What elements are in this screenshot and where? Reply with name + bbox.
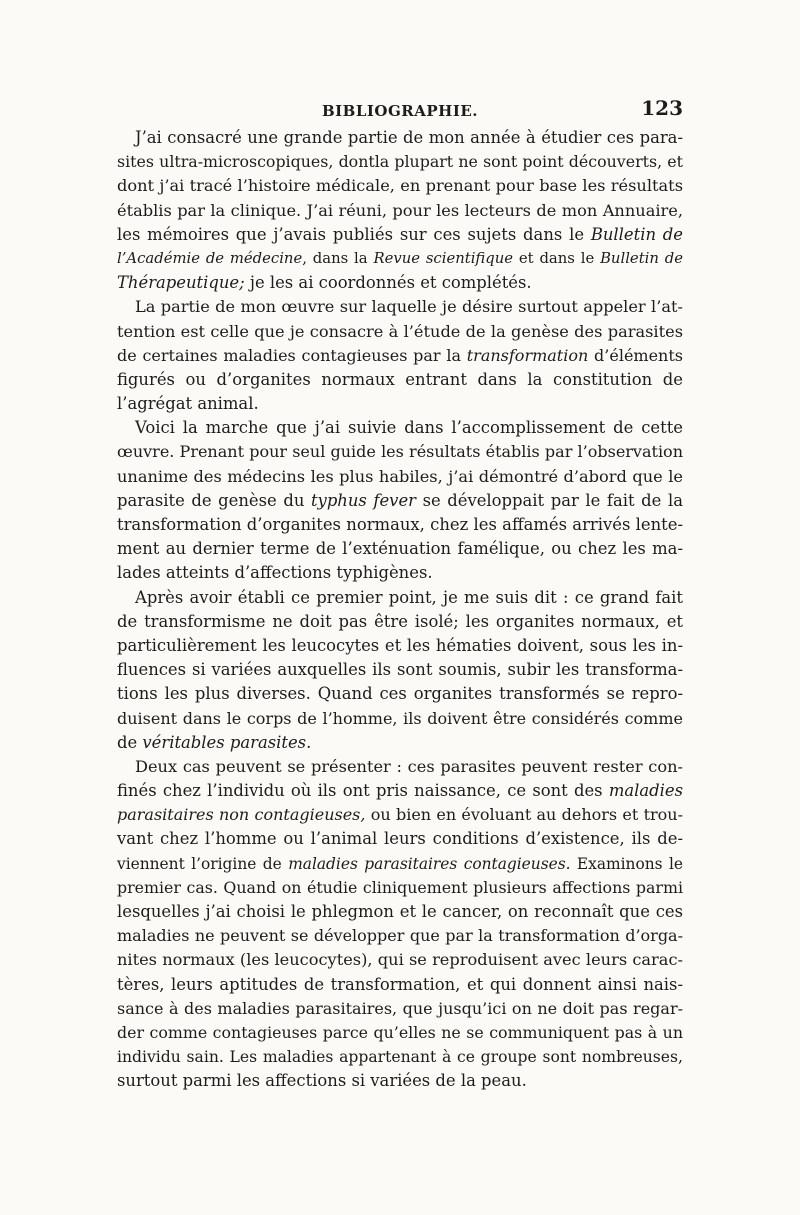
line-text: J’ai consacré une grande partie de mon année à étudier ces para-: [135, 128, 683, 147]
line-text: Voici la marche que j’ai suivie dans l’accomplissement de cette: [135, 418, 683, 438]
text-line: [117, 174, 683, 198]
italic-text: Bulletin de: [600, 249, 683, 267]
text-line: [117, 827, 683, 851]
line-text: transformation d’organites normaux, chez les affamés arrivés lente-: [117, 515, 683, 534]
text-line: [117, 658, 683, 682]
text-line: [117, 247, 683, 271]
line-text: particulièrement les leucocytes et les hématies doivent, sous les in-: [117, 635, 683, 655]
page-header: [117, 96, 683, 124]
line-text: établis par la clinique. J’ai réuni, pour les lecteurs de mon Annuaire,: [117, 200, 683, 220]
text-line: [117, 682, 683, 706]
line-text: de: [117, 732, 143, 752]
line-text: sance à des maladies parasitaires, que jusqu’ici on ne doit pas regar-: [117, 998, 683, 1018]
text-line: [117, 586, 683, 610]
line-text: fluences si variées auxquelles ils sont soumis, subir les transforma-: [117, 660, 683, 680]
line-text: de transformisme ne doit pas être isolé; les organites normaux, et: [117, 611, 683, 631]
line-text: finés chez l’individu où ils ont pris naissance, ce sont des: [117, 781, 609, 801]
italic-text: typhus fever: [310, 490, 416, 510]
running-title: BIBLIOGRAPHIE.: [321, 102, 479, 120]
italic-text: l’Académie de médecine: [117, 249, 303, 267]
text-line: [117, 537, 683, 561]
italic-text: Bulletin de: [590, 224, 683, 244]
line-text: duisent dans le corps de l’homme, ils doivent être considérés comme: [117, 708, 683, 728]
page-number: 123: [641, 96, 683, 120]
line-text: tention est celle que je consacre à l’étude de la genèse des parasites: [117, 321, 683, 341]
line-text: tères, leurs aptitudes de transformation, et qui donnent ainsi nais-: [117, 974, 683, 994]
text-line: [117, 392, 683, 416]
line-text: premier cas. Quand on étudie cliniquement plusieurs affections parmi: [117, 877, 683, 897]
text-line: [117, 465, 683, 489]
text-line: [117, 876, 683, 900]
line-text: Examinons le: [570, 854, 683, 873]
line-text: parasite de genèse du: [117, 490, 311, 510]
line-text: maladies ne peuvent se développer que par la transformation d’orga-: [117, 926, 683, 946]
line-text: de certaines maladies contagieuses par la: [117, 345, 467, 365]
text-line: [117, 513, 683, 537]
line-text: lades atteints d’affections typhigènes.: [117, 563, 433, 583]
text-line: [117, 561, 683, 585]
line-text: dont j’ai tracé l’histoire médicale, en prenant pour base les résultats: [117, 176, 683, 196]
text-line: [117, 852, 683, 876]
text-line: [117, 948, 683, 972]
text-line: [117, 440, 683, 464]
line-text: individu sain. Les maladies appartenant à ce groupe sont nombreuses,: [117, 1048, 683, 1067]
line-text: La partie de mon œuvre sur laquelle je désire surtout appeler l’at-: [135, 297, 683, 317]
line-text: ou bien en évoluant au dehors et trou-: [365, 805, 683, 825]
italic-text: transformation: [466, 345, 589, 365]
line-text: sites ultra-microscopiques, dontla plupart ne sont point découverts, et: [117, 152, 683, 172]
italic-text: parasitaires non contagieuses,: [117, 805, 366, 825]
text-line: [117, 344, 683, 368]
body-text: [117, 126, 683, 1094]
line-text: les mémoires que j’avais publiés sur ces sujets dans le: [117, 224, 591, 244]
text-line: [117, 900, 683, 924]
text-line: [117, 731, 683, 755]
line-text: œuvre. Prenant pour seul guide les résultats établis par l’observation: [117, 442, 683, 462]
line-text: lesquelles j’ai choisi le phlegmon et le cancer, on reconnaît que ces: [117, 902, 683, 921]
line-text: se développait par le fait de la: [415, 490, 683, 510]
text-line: [117, 126, 683, 150]
text-line: [117, 1069, 683, 1093]
line-text: nites normaux (les leucocytes), qui se reproduisent avec leurs carac-: [117, 950, 683, 970]
text-line: [117, 150, 683, 174]
text-line: [117, 271, 683, 295]
line-text: l’agrégat animal.: [117, 394, 259, 414]
text-line: [117, 416, 683, 440]
text-line: [117, 368, 683, 392]
italic-text: maladies: [608, 781, 683, 801]
text-line: [117, 295, 683, 319]
text-line: [117, 634, 683, 658]
italic-text: véritables parasites.: [142, 732, 312, 752]
line-text: figurés ou d’organites normaux entrant dans la constitution de: [117, 369, 683, 389]
line-text: je les ai coordonnés et complétés.: [244, 273, 532, 293]
line-text: vant chez l’homme ou l’animal leurs conditions d’existence, ils de-: [117, 829, 683, 849]
line-text: viennent l’origine de: [117, 854, 289, 873]
italic-text: Thérapeutique;: [117, 273, 245, 293]
text-line: [117, 199, 683, 223]
line-text: d’éléments: [588, 345, 683, 365]
line-text: unanime des médecins les plus habiles, j’ai démontré d’abord que le: [117, 466, 683, 486]
text-line: [117, 489, 683, 513]
text-line: [117, 924, 683, 948]
text-line: [117, 779, 683, 803]
line-text: et dans le: [513, 249, 601, 267]
italic-text: Revue scientifique: [373, 249, 514, 267]
text-line: [117, 973, 683, 997]
line-text: , dans la: [302, 249, 374, 267]
italic-text: maladies parasitaires contagieuses.: [288, 854, 571, 873]
text-line: [117, 223, 683, 247]
text-line: [117, 803, 683, 827]
text-line: [117, 707, 683, 731]
line-text: tions les plus diverses. Quand ces organites transformés se repro-: [117, 684, 683, 704]
line-text: ment au dernier terme de l’exténuation famélique, ou chez les ma-: [117, 539, 683, 559]
text-line: [117, 610, 683, 634]
line-text: Après avoir établi ce premier point, je me suis dit : ce grand fait: [135, 587, 683, 607]
text-line: [117, 320, 683, 344]
line-text: surtout parmi les affections si variées de la peau.: [117, 1071, 527, 1091]
text-line: [117, 1021, 683, 1045]
line-text: der comme contagieuses parce qu’elles ne se communiquent pas à un: [117, 1022, 683, 1042]
text-line: [117, 997, 683, 1021]
line-text: Deux cas peuvent se présenter : ces parasites peuvent rester con-: [135, 756, 683, 776]
text-line: [117, 1045, 683, 1069]
text-line: [117, 755, 683, 779]
